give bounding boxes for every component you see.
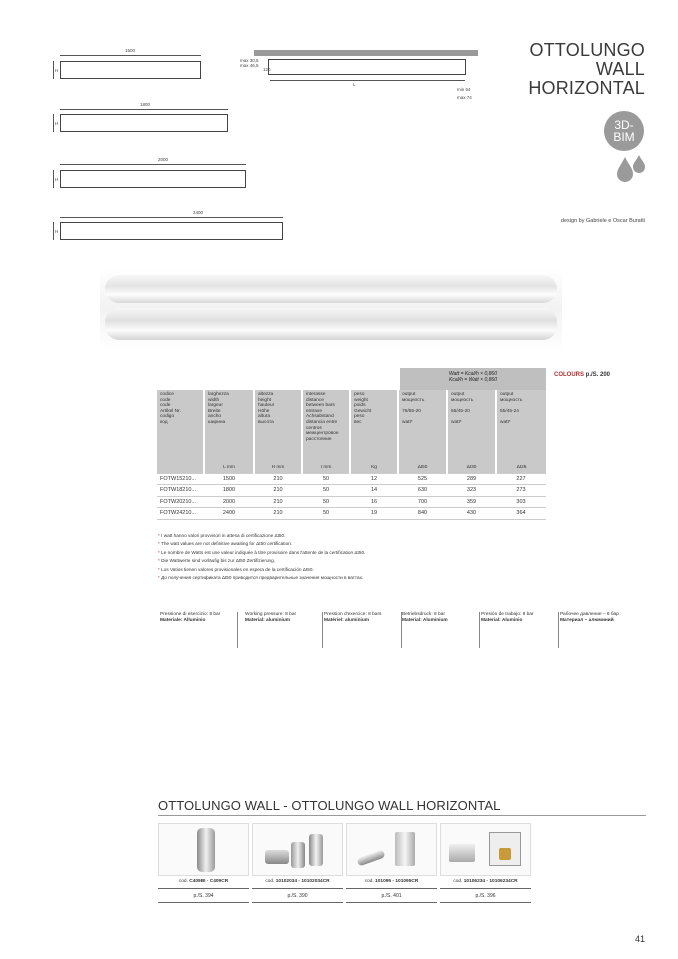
pressure-it: Pressione di esercizio: 8 bar Materiale: Alluminio — [160, 612, 238, 648]
col-header: interasse distance between bars entraxe Achsabstand distancia entre centros межцентровое расстояние — [302, 390, 350, 463]
col-header: output мощность 75/65-20 watt* — [398, 390, 447, 463]
wall-box-kit-image — [440, 823, 531, 876]
page-title: OTTOLUNGO WALL HORIZONTAL — [528, 40, 645, 98]
bim-badge[interactable]: 3D- BIM — [604, 111, 644, 151]
table-row: FOTW18210... 1800 210 50 14 630 323 273 — [157, 485, 546, 497]
pressure-ru: Рабочее давление – 8 бар Материал – алюминий — [560, 612, 619, 623]
accessory-item[interactable]: cod. 101095 - 101095CR p./S. 401 — [346, 823, 437, 908]
colours-link[interactable]: COLOURS p./S. 200 — [554, 372, 611, 378]
footnotes: * I watt hanno valori provvisori in attesa di certificazione Δt50. * The watt values are not definitive awaiting for Δt50 certification. * Le nombre de Watts est une valeur indiquée à titre provisoire dans l'attente de la certification Δt50. * Die Wattwerte sind vorläufig bis zur Δt50 Zertifizierung. * Los Vatios tienen valores provisionales en espera de la certificación Δt50. * До получения сертификата Δt50 приводится предварительные значения мощности в ваттах. — [158, 532, 365, 582]
watt-conversion-note: Watt = Kcal/h × 0,860 Kcal/h = Watt × 0,860 — [400, 368, 546, 390]
col-header: output мощность 55/45-24 watt* — [496, 390, 546, 463]
pressure-de: Betriebsdruck: 8 bar Material: Aluminium — [402, 612, 480, 648]
units-row: L mm H mm I mm Kg Δt50 Δt30 Δt26 — [157, 463, 546, 473]
valve-kit-image — [252, 823, 343, 876]
pressure-en: Working pressure: 8 bar Material: aluminium — [245, 612, 323, 648]
spec-table — [157, 390, 546, 520]
accessory-item[interactable]: cod. 10106234 - 10106234CR p./S. 396 — [440, 823, 531, 908]
table-row: FOTW20210... 2000 210 50 16 700 359 303 — [157, 496, 546, 508]
page-number: 41 — [634, 934, 645, 944]
pressure-fr: Pression d'exercice: 8 bars Matériel: aluminium — [324, 612, 402, 648]
col-header: larghezza width largeur Breite ancho ширина — [204, 390, 254, 463]
table-row: FOTW24210... 2400 210 50 19 840 430 364 — [157, 508, 546, 520]
accessory-item[interactable]: cod. C409BI · C409CR p./S. 394 — [158, 823, 249, 908]
table-row: FOTW15210... 1500 210 50 12 525 289 227 — [157, 473, 546, 485]
col-header: peso weight poids Gewicht peso вес — [350, 390, 398, 463]
designer-credit: design by Gabriele e Oscar Buratti — [560, 218, 645, 224]
divider — [158, 815, 646, 816]
col-header: output мощность 55/45-20 watt* — [447, 390, 496, 463]
table-header-row — [157, 390, 546, 463]
thermostatic-head-image — [158, 823, 249, 876]
fittings-kit-image — [346, 823, 437, 876]
water-drops-icon — [615, 153, 647, 185]
col-header: altezza height hauteur Höhe altura высота — [254, 390, 302, 463]
col-header: codice code code Artikel Nr. codigo код — [157, 390, 204, 463]
accessory-item[interactable]: cod. 10102034 - 10102034CR p./S. 390 — [252, 823, 343, 908]
pressure-es: Presión de trabajo: 8 bar Material: Aluminio — [481, 612, 559, 648]
accessories-title: OTTOLUNGO WALL - OTTOLUNGO WALL HORIZONTAL — [158, 798, 501, 813]
product-photo — [100, 268, 562, 350]
